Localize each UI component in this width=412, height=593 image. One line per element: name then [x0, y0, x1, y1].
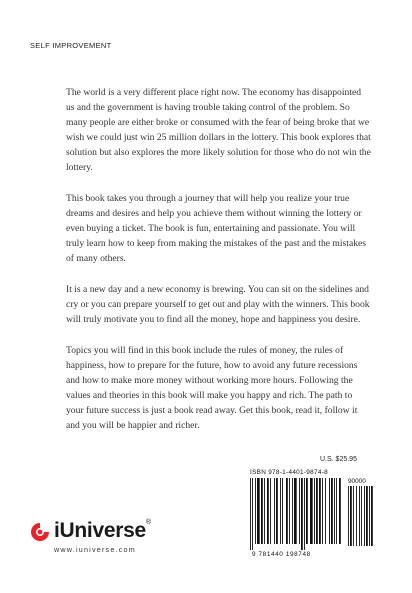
publisher-name	[54, 519, 151, 543]
barcode-addon-bar	[366, 486, 368, 546]
barcode-number: 9 781440 198748	[252, 551, 311, 558]
barcode-bar	[310, 478, 313, 544]
barcode-addon-bar	[369, 486, 370, 546]
barcode-bar	[280, 478, 281, 544]
barcode-bar	[286, 478, 288, 544]
barcode-bar	[306, 478, 308, 544]
barcode-bar	[267, 478, 269, 544]
barcode-bar	[319, 478, 321, 544]
barcode-bar	[339, 478, 341, 544]
barcode-addon-bar	[353, 486, 354, 546]
barcode-bar	[289, 478, 290, 544]
barcode-addon-bar	[356, 486, 357, 546]
barcode-bar	[325, 478, 326, 544]
barcode-addon-bar	[359, 486, 360, 546]
barcode-bar	[255, 478, 256, 544]
barcode-bar	[294, 478, 297, 544]
description-paragraph-2: This book takes you through a journey that will help you realize your true dreams and desires and help you achieve them without winning the lottery or even buying a ticket. The book is fun, entertaining and passionate. You will truly learn how to keep from making the mistakes of the past and the mistakes of many others.	[66, 193, 366, 264]
description-paragraph-3: It is a new day and a new economy is brewing. You can sit on the sidelines and cry or you can prepare yourself to get out and play with the winners. This book will truly motivate you to find all the money, hope and happiness you desire.	[66, 284, 370, 325]
barcode-bar	[257, 478, 260, 544]
barcode-bar	[276, 478, 278, 544]
barcode-bar	[261, 478, 263, 544]
price-label: U.S. $25.95	[320, 456, 357, 463]
barcode-bar	[292, 478, 293, 544]
barcode-bar	[274, 478, 275, 544]
barcode-bar	[336, 478, 337, 544]
back-cover-description	[66, 85, 371, 449]
publisher-logo	[30, 521, 180, 561]
barcode-addon-bar	[371, 486, 373, 546]
barcode-bar	[270, 478, 271, 544]
barcode-addon-bar	[361, 486, 362, 546]
category-label: SELF IMPROVEMENT	[30, 41, 112, 50]
description-paragraph-4: Topics you will find in this book include the rules of money, the rules of happiness, how to prepare for the future, how to avoid any future recessions and how to make more money without working more hours. Following the values and theories in this book will make you happy and rich. The path to your future success is just a book read away. Get this book, read it, follow it and you will be happier and richer.	[66, 345, 358, 431]
barcode-addon-bar	[350, 486, 352, 546]
barcode-bar	[314, 478, 315, 544]
barcode-bars	[250, 478, 373, 550]
barcode-addon-bar	[348, 486, 349, 546]
barcode-bar	[299, 478, 300, 544]
price-addon-code: 90000	[348, 478, 366, 485]
barcode-image	[250, 478, 378, 550]
iuniverse-swirl-icon	[30, 522, 50, 542]
barcode-bar	[329, 478, 330, 544]
barcode-addon-bar	[364, 486, 365, 546]
barcode-bar	[252, 478, 253, 550]
publisher-name-text: iUniverse	[54, 519, 146, 542]
barcode-bar	[301, 478, 303, 550]
description-paragraph-1: The world is a very different place right now. The economy has disappointed us and the government is having trouble taking control of the problem. So many people are either broke or consumed with the fear of being broke that we wish we could just win 25 million dollars in the lottery. This book explores that solution but also explores the more likely solution for those who do not win the lottery.	[66, 87, 371, 173]
barcode-bar	[334, 478, 335, 544]
barcode-bar	[250, 478, 251, 550]
barcode-bar	[304, 478, 305, 550]
barcode-block	[250, 469, 378, 561]
barcode-bar	[322, 478, 323, 544]
barcode-bar	[316, 478, 318, 544]
barcode-bar	[331, 478, 333, 544]
barcode-bar	[264, 478, 265, 544]
registered-mark: ®	[145, 519, 151, 526]
isbn-label: ISBN 978-1-4401-9874-8	[250, 469, 329, 476]
publisher-url: www.iuniverse.com	[54, 545, 136, 554]
barcode-bar	[282, 478, 283, 544]
